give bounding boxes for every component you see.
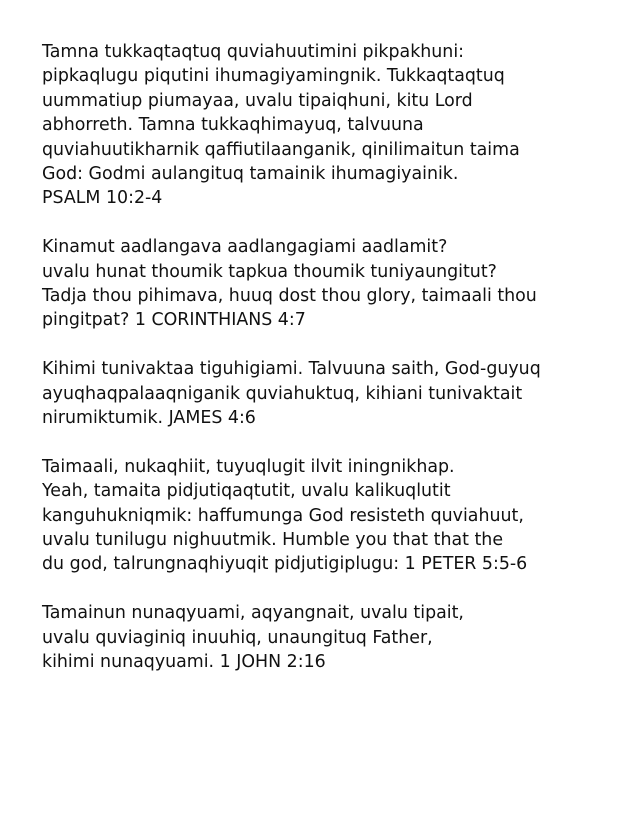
text-line: Kihimi tunivaktaa tiguhigiami. Talvuuna saith, God-guyuq [42, 359, 541, 380]
text-line: Tamainun nunaqyuami, aqyangnait, uvalu tipait, [42, 603, 464, 624]
text-line: uvalu quviaginiq inuuhiq, unaungituq Father, [42, 627, 433, 648]
text-line: ayuqhaqpalaaqniganik quviahuktuq, kihiani tunivaktait [42, 383, 523, 404]
paragraph-john [42, 601, 598, 674]
text-line: quviahuutikharnik qaffiutilaanganik, qinilimaitun taima [42, 139, 520, 160]
text-line: pipkaqlugu piqutini ihumagiyamingnik. Tukkaqtaqtuq [42, 66, 505, 87]
text-line: abhorreth. Tamna tukkaqhimayuq, talvuuna [42, 115, 424, 136]
text-line: Tadja thou pihimava, huuq dost thou glory, taimaali thou [42, 286, 537, 307]
text-line: uummatiup piumayaa, uvalu tipaiqhuni, kitu Lord [42, 90, 473, 111]
paragraph-psalm [42, 40, 598, 211]
paragraph-peter [42, 455, 598, 577]
text-line: kanguhukniqmik: haffumunga God resisteth quviahuut, [42, 505, 524, 526]
text-line: Yeah, tamaita pidjutiqaqtutit, uvalu kalikuqlutit [42, 481, 451, 502]
text-line: kihimi nunaqyuami. 1 JOHN 2:16 [42, 652, 326, 673]
text-line: nirumiktumik. JAMES 4:6 [42, 408, 256, 429]
paragraph-james [42, 357, 598, 430]
text-line: God: Godmi aulangituq tamainik ihumagiyainik. [42, 164, 459, 185]
text-line: Tamna tukkaqtaqtuq quviahuutimini pikpakhuni: [42, 42, 465, 62]
text-line: Taimaali, nukaqhiit, tuyuqlugit ilvit iningnikhap. [42, 456, 455, 477]
reference-line: PSALM 10:2-4 [42, 188, 163, 209]
text-line: uvalu tunilugu nighuutmik. Humble you that that the [42, 530, 504, 551]
text-line: uvalu hunat thoumik tapkua thoumik tuniyaungitut? [42, 261, 497, 282]
text-line: pingitpat? 1 CORINTHIANS 4:7 [42, 310, 306, 331]
text-line: du god, talrungnaqhiyuqit pidjutigiplugu: 1 PETER 5:5-6 [42, 554, 528, 575]
paragraph-corinthians [42, 235, 598, 333]
text-line: Kinamut aadlangava aadlangagiami aadlamit? [42, 237, 448, 258]
